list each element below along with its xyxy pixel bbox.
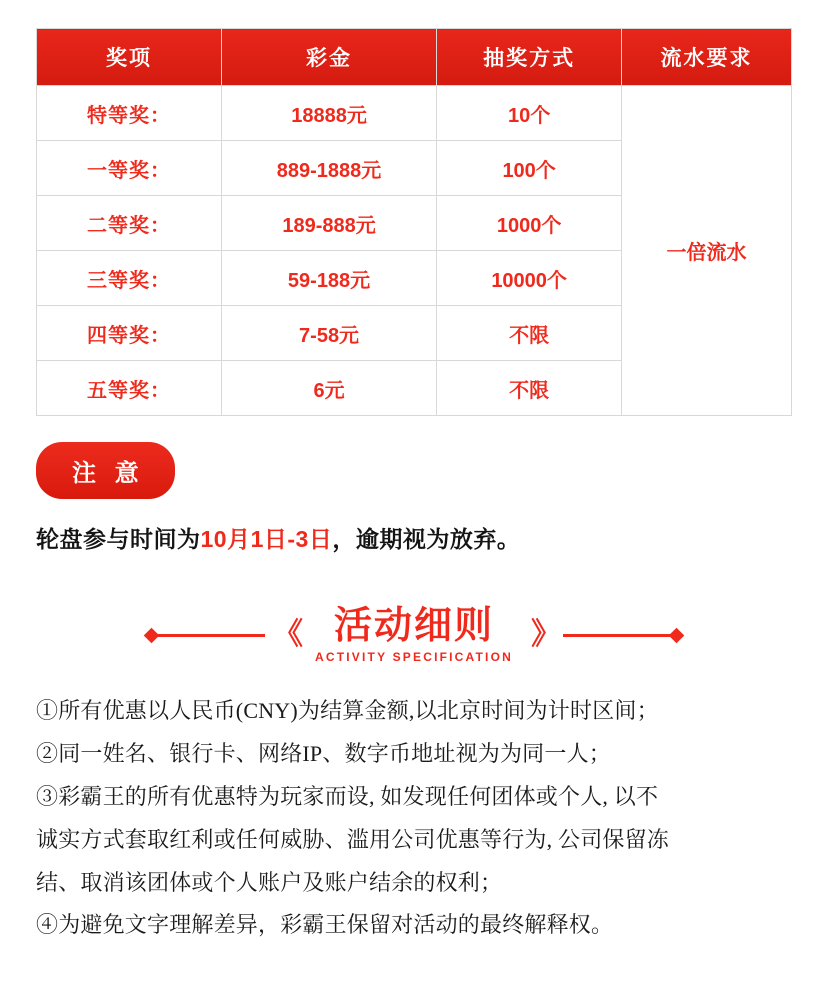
rule-line (563, 634, 671, 637)
cell-flow-requirement: 一倍流水 (622, 86, 792, 416)
title-block (305, 603, 523, 664)
cell-method: 不限 (437, 306, 622, 361)
list-item: 结、取消该团体或个人账户及账户结余的权利； (36, 869, 503, 895)
list-item: ①所有优惠以人民币(CNY)为结算金额,以北京时间为计时区间； (36, 698, 659, 723)
table-header-flow: 流水要求 (622, 29, 792, 86)
diamond-icon (669, 627, 685, 643)
table-header-bonus: 彩金 (221, 29, 436, 86)
cell-bonus: 18888元 (221, 86, 436, 141)
notice-text (36, 521, 792, 554)
table-header-award: 奖项 (37, 29, 222, 86)
cell-method: 1000个 (437, 196, 622, 251)
list-item: ④为避免文字理解差异，彩霸王保留对活动的最终解释权。 (36, 912, 614, 938)
table-row (37, 86, 792, 141)
chevron-right-icon: 》 (530, 618, 555, 651)
cell-bonus: 7-58元 (221, 306, 436, 361)
decoration-left (146, 620, 305, 650)
list-item: ②同一姓名、银行卡、网络IP、数字币地址视为为同一人； (36, 740, 611, 766)
cell-award: 一等奖： (37, 141, 222, 196)
table-header-row (37, 29, 792, 86)
notice-highlight-date: 10月1日-3日 (200, 526, 333, 552)
section-title-cn: 活动细则 (333, 603, 494, 648)
decoration-right (523, 620, 682, 650)
notice-text-after: ，逾期视为放弃。 (332, 526, 521, 552)
cell-award: 特等奖： (37, 86, 222, 141)
notice-text-before: 轮盘参与时间为 (36, 526, 201, 552)
cell-bonus: 189-888元 (221, 196, 436, 251)
cell-method: 10000个 (437, 251, 622, 306)
rule-line (157, 634, 265, 637)
cell-bonus: 6元 (221, 361, 436, 416)
cell-bonus: 889-1888元 (221, 141, 436, 196)
table-header-method: 抽奖方式 (437, 29, 622, 86)
list-item: ③彩霸王的所有优惠特为玩家而设, 如发现任何团体或个人, 以不 (36, 783, 659, 809)
promo-page (0, 28, 828, 1007)
list-item: 诚实方式套取红利或任何威胁、滥用公司优惠等行为, 公司保留冻 (36, 826, 670, 852)
cell-method: 10个 (437, 86, 622, 141)
cell-award: 三等奖： (37, 251, 222, 306)
cell-method: 不限 (437, 361, 622, 416)
section-title-en: ACTIVITY SPECIFICATION (315, 649, 513, 664)
cell-award: 二等奖： (37, 196, 222, 251)
diamond-icon (144, 627, 160, 643)
rules-list (36, 690, 792, 947)
prize-table (36, 28, 792, 416)
cell-bonus: 59-188元 (221, 251, 436, 306)
notice-badge: 注 意 (36, 442, 175, 499)
cell-award: 四等奖： (37, 306, 222, 361)
cell-award: 五等奖： (37, 361, 222, 416)
notice-section (36, 442, 792, 499)
chevron-left-icon: 《 (273, 618, 298, 651)
section-title-activity-specification (36, 596, 792, 674)
cell-method: 100个 (437, 141, 622, 196)
